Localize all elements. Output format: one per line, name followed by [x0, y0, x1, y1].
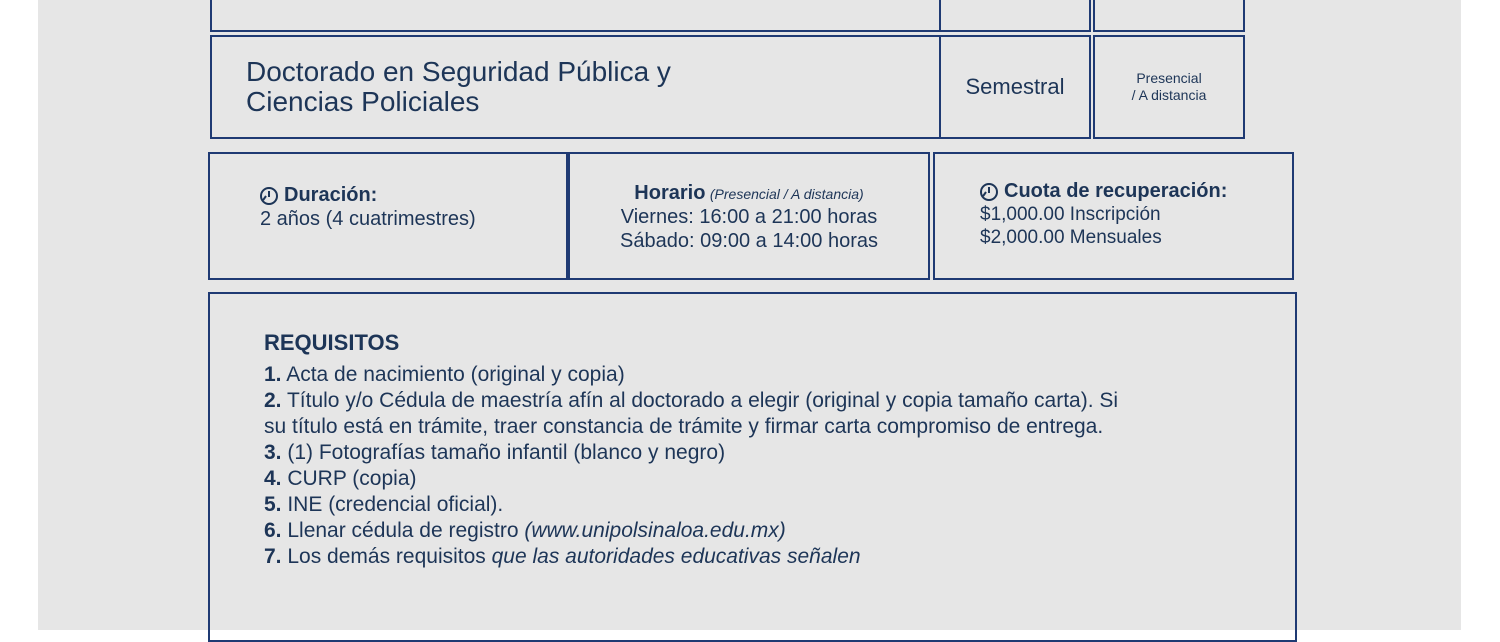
requirement-text: INE (credencial oficial). [281, 493, 504, 516]
program-period-cell [939, 35, 1091, 139]
requirement-italic-text: (www.unipolsinaloa.edu.mx) [524, 519, 786, 542]
requirement-number: 5. [264, 493, 282, 516]
requirement-text: (1) Fotografías tamaño infantil (blanco y negro) [281, 441, 726, 464]
requirements-box [208, 292, 1297, 642]
requirement-item [264, 414, 1265, 440]
program-title-line2: Ciencias Policiales [246, 86, 480, 117]
program-period: Semestral [965, 74, 1065, 99]
fee-label: Cuota de recuperación: [1004, 180, 1228, 202]
requirement-italic-text: que las autoridades educativas señalen [491, 545, 861, 568]
requirement-item [264, 518, 1265, 544]
fee-line2: $2,000.00 Mensuales [980, 227, 1162, 248]
requirement-number: 7. [264, 545, 282, 568]
requirement-text: Título y/o Cédula de maestría afín al doctorado a elegir (original y copia tamaño carta). Si [281, 389, 1119, 412]
program-mode-line2: / A distancia [1131, 87, 1207, 103]
duration-heading [260, 184, 476, 207]
requirement-item [264, 492, 1265, 518]
previous-row-title-cell [210, 0, 941, 32]
fee-line1: $1,000.00 Inscripción [980, 204, 1161, 225]
clock-icon [260, 187, 278, 205]
program-title-cell [210, 35, 941, 139]
schedule-box [568, 152, 930, 280]
schedule-label: Horario [634, 182, 706, 204]
requirement-number: 3. [264, 441, 282, 464]
requirement-number: 4. [264, 467, 282, 490]
schedule-line2: Sábado: 09:00 a 14:00 horas [620, 230, 878, 252]
requirement-number: 6. [264, 519, 282, 542]
document-page [38, 0, 1461, 630]
requirement-number: 1. [264, 363, 282, 386]
program-mode-line1: Presencial [1136, 70, 1202, 86]
requirement-text: su título está en trámite, traer constancia de trámite y firmar carta compromiso de entrega. [264, 415, 1104, 438]
requirement-text: Los demás requisitos [281, 545, 492, 568]
requirements-list [264, 362, 1265, 570]
clock-icon [980, 183, 998, 201]
requirement-item [264, 362, 1265, 388]
program-mode-cell [1093, 35, 1245, 139]
requirement-item [264, 466, 1265, 492]
requirements-title: REQUISITOS [264, 330, 400, 355]
fee-heading [980, 180, 1227, 203]
schedule-note: (Presencial / A distancia) [709, 186, 864, 202]
schedule-line1: Viernes: 16:00 a 21:00 horas [620, 206, 878, 228]
program-title [246, 57, 671, 117]
duration-box [208, 152, 568, 280]
requirement-text: Acta de nacimiento (original y copia) [281, 363, 625, 386]
duration-label: Duración: [284, 184, 378, 206]
previous-row-mode-cell [1093, 0, 1245, 32]
schedule-heading [570, 182, 928, 205]
requirement-item [264, 440, 1265, 466]
requirement-item [264, 388, 1265, 414]
requirement-text: Llenar cédula de registro [281, 519, 525, 542]
fee-box [933, 152, 1294, 280]
program-title-line1: Doctorado en Seguridad Pública y [246, 56, 671, 87]
requirement-text: CURP (copia) [281, 467, 417, 490]
requirement-number: 2. [264, 389, 282, 412]
previous-row-period-cell [939, 0, 1091, 32]
program-mode [1132, 70, 1207, 104]
requirement-item [264, 544, 1265, 570]
duration-value: 2 años (4 cuatrimestres) [260, 208, 476, 230]
